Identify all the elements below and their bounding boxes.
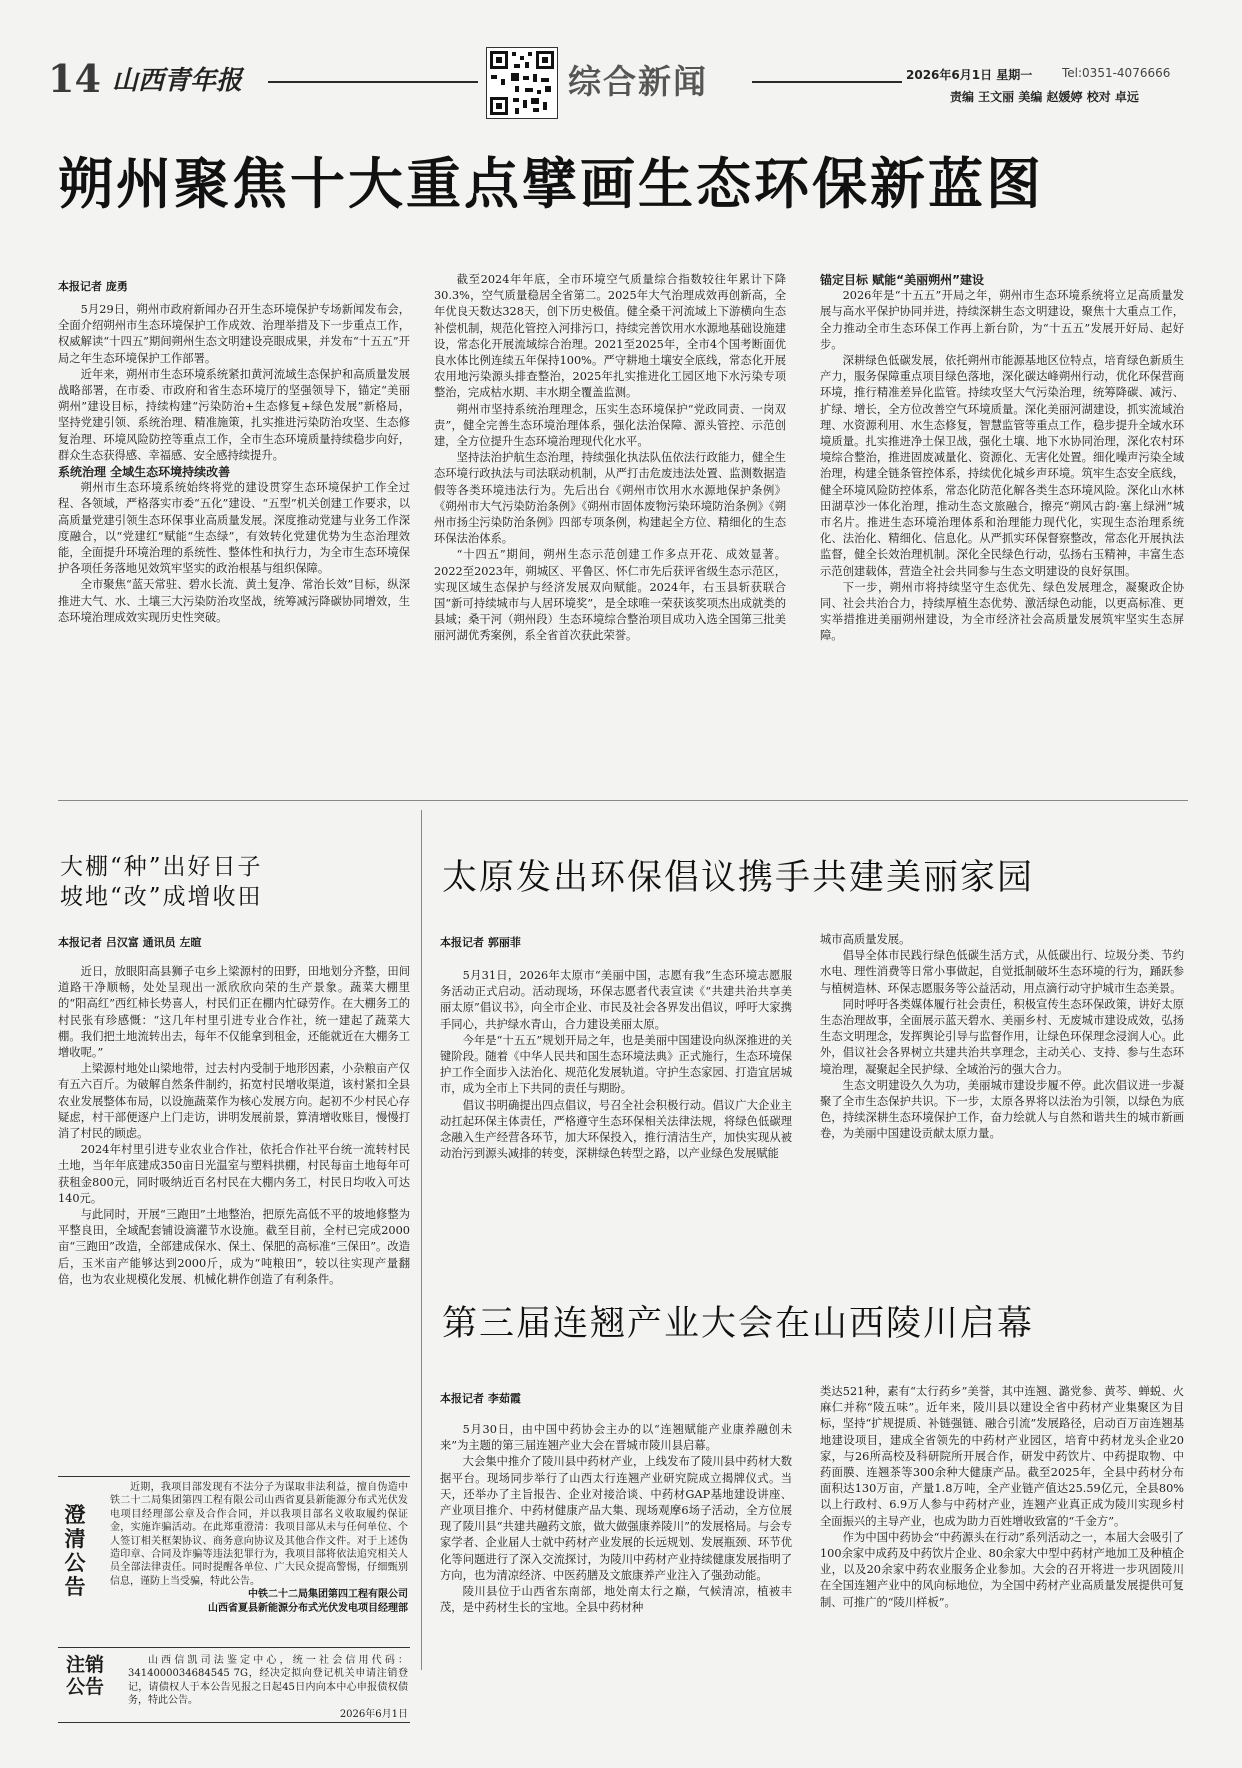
subheading: 系统治理 全域生态环境持续改善 bbox=[58, 465, 231, 480]
headline-left-line1: 大棚“种”出好日子 bbox=[60, 854, 263, 880]
notice-signer: 中铁二十二局集团第四工程有限公司 bbox=[248, 1589, 408, 1601]
article-column: 5月30日，由中国中药协会主办的以“连翘赋能产业康养融创未来”为主题的第三届连翘产业大会在晋城市陵川县启幕。 大会集中推介了陵川县中药材产业，上线发布了陵川县中药材大数据平台。现场同步举行了山西太行连翘产业研究院成立揭牌仪式。当天，还举办了主旨报告、企业对接洽谈、中药材GAP基地建设讲座、产业项目推介、中药材健康产品大集、现场观摩6场子活动，全方位展现了陵川县“共建共融药文旅，做大做强康养陵川”的发展格局。与会专家学者、企业届人士就中药材产业发展的长远规划、发展瓶颈、环节优化等问题进行了深入交流探讨，为陵川中药材产业持续健康发展指明了方向，也为清凉经济、中医药膳及文旅康养产业注入了强劲动能。 陵川县位于山西省东南部，地处南太行之巅，气候清凉，植被丰茂，是中药材生长的宝地。全县中药材种 bbox=[440, 1423, 792, 1615]
qr-code[interactable] bbox=[486, 47, 558, 119]
article-column: 锚定目标 赋能“美丽朔州”建设 2026年是“十五五”开局之年，朔州市生态环境系统将立足高质量发展与高水平保护协同并进，持续深耕生态文明建设，聚焦十大重点工作，全力推动全市生态环保工作再上新台阶，为“十五五”发展开好局、起好步。 深耕绿色低碳发展，依托朔州市能源基地区位特点，培育绿色新质生产力，服务保障重点项目绿色落地，深化碳达峰朔州行动，优化环保营商环境，推行精准差异化监管。持续攻坚大气污染治理，统筹降碳、减污、扩绿、增长，全方位改善空气环境质量。深化美丽河湖建设，抓实流域治理、水资源利用、水生态修复，智慧监管等重点工作，稳步提升全域水环境质量。扎实推进净土保卫战，强化土壤、地下水协同治理，深化农村环境综合整治，推进固废减量化、资源化、无害化处置。细化噪声污染全域治理，构建全链条管控体系，持续优化城乡声环境。筑牢生态安全底线，健全环境风险防控体系，常态化防范化解各类生态环境风险。深化山水林田湖草沙一体化治理，推动生态文旅融合，擦亮“朔风古韵·塞上绿洲”城市名片。推进生态环境治理体系和治理能力现代化，实现生态治理系统化、法治化、精细化、信息化。从严抓实环保督察整改，常态化开展执法监督，健全长效治理机制。深化全民绿色行动，弘扬右玉精神，丰富生态示范创建载体，营造全社会共同参与生态文明建设的良好氛围。 下一步，朔州市将持续坚守生态优先、绿色发展理念，凝聚政企协同、社会共治合力，持续厚植生态优势、激活绿色动能，以更高标准、更实举措推进美丽朔州建设，为全市经济社会高质量发展筑牢坚实生态屏障。 bbox=[820, 273, 1184, 643]
headline-article3: 太原发出环保倡议携手共建美丽家园 bbox=[442, 858, 1035, 898]
article-column: 5月31日，2026年太原市“美丽中国，志愿有我”生态环境志愿服务活动正式启动。活动现场，环保志愿者代表宣读《“共建共治共享美丽太原”倡议书》，向全市企业、市民及社会各界发出倡议，呼吁大家携手同心，共护绿水青山，合力建设美丽太原。 今年是“十五五”规划开局之年，也是美丽中国建设向纵深推进的关键阶段。随着《中华人民共和国生态环境法典》正式施行，生态环境保护工作全面步入法治化、规范化发展轨道。守护生态家园、打造宜居城市，成为全市上下共同的责任与期盼。 倡议书明确提出四点倡议，号召全社会积极行动。倡议广大企业主动扛起环保主体责任，严格遵守生态环保相关法律法规，将绿色低碳理念融入生产经营各环节，加大环保投入，推行清洁生产，加快实现从被动治污到源头减排的转变，深耕绿色转型之路，以产业绿色发展赋能 bbox=[440, 969, 792, 1161]
headline-left-line2: 坡地“改”成增收田 bbox=[60, 884, 263, 910]
article-column: 城市高质量发展。 倡导全体市民践行绿色低碳生活方式，从低碳出行、垃圾分类、节约水电、理性消费等日常小事做起，自觉抵制破坏生态环境的行为，踊跃参与植树造林、环保志愿服务等公益活动，用点滴行动守护城市生态美景。 同时呼吁各类媒体履行社会责任，积极宣传生态环保政策，讲好太原生态治理故事，全面展示蓝天碧水、美丽乡村、无废城市建设成效，弘扬生态文明理念，发挥舆论引导与监督作用，让绿色环保理念浸润人心。此外，倡议社会各界树立共建共治共享理念，主动关心、支持、参与生态环境治理，凝聚起全民护绿、全域治污的强大合力。 生态文明建设久久为功，美丽城市建设步履不停。此次倡议进一步凝聚了全市生态保护共识。下一步，太原各界将以法治为引领，以绿色为底色，持续深耕生态环境保护工作，奋力绘就人与自然和谐共生的城市新画卷，为美丽中国建设贡献太原力量。 bbox=[820, 933, 1184, 1141]
masthead-rule-right bbox=[752, 81, 902, 83]
headline-main: 朔州聚焦十大重点擘画生态环保新蓝图 bbox=[58, 152, 1045, 216]
article-column: 5月29日，朔州市政府新闻办召开生态环境保护专场新闻发布会，全面介绍朔州市生态环境保护工作成效、治理举措及下一步重点工作，权威解读“十四五”期间朔州生态文明建设亮眼成果，并发布“十五五”开局之年生态环境保护工作部署。 近年来，朔州市生态环境系统紧扣黄河流域生态保护和高质量发展战略部署，在市委、市政府和省生态环境厅的坚强领导下，锚定“美丽朔州”建设目标，持续构建“污染防治+生态修复+绿色发展”新格局，坚持党建引领、系统治理、精准施策，扎实推进污染防治攻坚、生态修复治理、环境风险防控等重点工作，全市生态环境质量持续稳步向好，群众生态获得感、幸福感、安全感持续提升。 系统治理 全域生态环境持续改善 朔州市生态环境系统始终将党的建设贯穿生态环境保护工作全过程、各领域，严格落实市委“五化”建设、“五型”机关创建工作要求，以高质量党建引领生态环保事业高质量发展。深度推动党建与业务工作深度融合，以“党建红”赋能“生态绿”，有效转化党建优势为生态治理效能，全面提升环境治理的系统性、整体性和执行力，为全市生态环境保护各项任务落地见效筑牢坚实的政治根基与组织保障。 全市聚焦“蓝天常驻、碧水长流、黄土复净、常治长效”目标，纵深推进大气、水、土壤三大污染防治攻坚战，统筹减污降碳协同增效，生态环境治理成效实现历史性突破。 bbox=[58, 303, 410, 624]
column-divider bbox=[421, 810, 422, 1670]
clarification-notice bbox=[58, 1476, 410, 1648]
masthead bbox=[0, 0, 1242, 120]
headline-article4: 第三届连翘产业大会在山西陵川启幕 bbox=[442, 1304, 1035, 1344]
issue-date: 2026年6月1日 星期一 bbox=[906, 68, 1033, 82]
contact-tel: Tel:0351-4076666 bbox=[1062, 66, 1171, 80]
subheading: 锚定目标 赋能“美丽朔州”建设 bbox=[820, 273, 984, 287]
byline: 本报记者 李茹霞 bbox=[440, 1392, 521, 1405]
article-column: 截至2024年年底，全市环境空气质量综合指数较往年累计下降30.3%，空气质量稳居全省第二。2025年大气治理成效再创新高，全年优良天数达328天，创下历史极值。健全桑干河流域上下游横向生态补偿机制，规范化管控入河排污口，持续完善饮用水水源地基础设施建设，常态化开展流域综合治理。2021至2025年，全市4个国考断面优良水体比例连续五年保持100%。严守耕地土壤安全底线，常态化开展农用地污染源头排查整治，2025年扎实推进化工园区地下水污染专项整治，完成枯水期、丰水期全覆盖监测。 朔州市坚持系统治理理念，压实生态环境保护“党政同责、一岗双责”，健全完善生态环境治理体系，强化法治保障、源头管控、示范创建，全方位提升生态环境治理现代化水平。 坚持法治护航生态治理，持续强化执法队伍依法行政能力，健全生态环境行政执法与司法联动机制，从严打击危废违法处置、监测数据造假等各类环境违法行为。先后出台《朔州市饮用水水源地保护条例》《朔州市大气污染防治条例》《朔州市固体废物污染环境防治条例》《朔州市扬尘污染防治条例》四部专项条例，构建起全方位、精细化的生态环保法治体系。 “十四五”期间，朔州生态示范创建工作多点开花、成效显著。2022至2023年，朔城区、平鲁区、怀仁市先后获评省级生态示范区，实现区域生态保护与经济发展双向赋能。2024年，右玉县斩获联合国“新可持续城市与人居环境奖”，是全球唯一荣获该奖项杰出成就类的县域；桑干河（朔州段）生态环境综合整治项目成功入选全国第三批美丽河湖优秀案例，系全省首次获此荣誉。 bbox=[434, 273, 786, 643]
section-divider bbox=[58, 800, 1188, 801]
byline: 本报记者 庞勇 bbox=[58, 280, 128, 293]
article-column: 类达521种，素有“太行药乡”美誉，其中连翘、潞党参、黄芩、蝉蜕、火麻仁并称“陵五味”。近年来，陵川县以建设全省中药材产业集聚区为目标，坚持“扩规提质、补链强链、融合引流”发展路径，启动百万亩连翘基地建设项目，建成全省领先的中药材产业园区，培育中药材龙头企业20家，与26所高校及科研院所开展合作，研发中药饮片、中药提取物、中药面膜、连翘茶等300余种大健康产品。截至2025年，全县中药材分布面积达130万亩，产量1.8万吨，全产业链产值达25.59亿元，全县80%以上行政村、6.9万人参与中药材产业，连翘产业真正成为陵川实现乡村全面振兴的主导产业，也成为助力百姓增收致富的“千金方”。 作为中国中药协会“中药源头在行动”系列活动之一，本届大会吸引了100余家中成药及中药饮片企业、80余家大中型中药材产地加工及种植企业，以及20余家中药农业服务企业参加。大会的召开将进一步巩固陵川在全国连翘产业中的风向标地位，为全国中药材产业高质量发展提供可复制、可推广的“陵川样板”。 bbox=[820, 1385, 1184, 1609]
page-number: 14 bbox=[48, 56, 101, 101]
deregistration-notice bbox=[58, 1652, 410, 1723]
section-title: 综合新闻 bbox=[568, 62, 708, 101]
notice-date: 2026年6月1日 bbox=[339, 1708, 408, 1720]
byline: 本报记者 郭丽菲 bbox=[440, 936, 521, 949]
editor-credits: 责编 王文丽 美编 赵媛婷 校对 卓远 bbox=[950, 90, 1139, 104]
article-column: 近日，放眼阳高县狮子屯乡上梁源村的田野，田地划分齐整，田间道路干净顺畅，处处呈现出一派欣欣向荣的生产景象。蔬菜大棚里的“阳高红”西红柿长势喜人，村民们正在棚内忙碌劳作。在大棚务工的村民张有珍感慨：“这几年村里引进专业合作社，统一建起了蔬菜大棚。我们把土地流转出去，每年不仅能拿到租金，还能就近在大棚务工增收呢。” 上梁源村地处山梁地带，过去村内受制于地形因素，小杂粮亩产仅有五六百斤。为破解自然条件制约，拓宽村民增收渠道，该村紧扣全县农业发展整体布局，以设施蔬菜作为核心发展方向。起初不少村民心存疑虑，村干部便逐户上门走访，讲明发展前景，算清增收账目，慢慢打消了村民的顾虑。 2024年村里引进专业农业合作社，依托合作社平台统一流转村民土地，当年年底建成350亩日光温室与塑料拱棚，村民每亩土地每年可获租金800元，同时吸纳近百名村民在大棚内务工，村民日均收入可达140元。 与此同时，开展“三跑田”土地整治，把原先高低不平的坡地修整为平整良田，全域配套铺设滴灌节水设施。截至目前，全村已完成2000亩“三跑田”改造，全部建成保水、保土、保肥的高标准“三保田”。改造后，玉米亩产能够达到2000斤，成为“吨粮田”，较以往实现产量翻倍，也为农业规模化发展、机械化耕作创造了有利条件。 bbox=[58, 965, 410, 1286]
masthead-rule-left bbox=[268, 81, 478, 83]
notice-label: 注销公告 bbox=[65, 1654, 104, 1698]
notice-label: 澄清公告 bbox=[64, 1503, 86, 1599]
notice-body: 近期，我项目部发现有不法分子为谋取非法利益，擅自伪造中铁二十二局集团第四工程有限公司山西省夏县新能源分布式光伏发电项目经理部公章及合作合同，并以我项目部名义收取履约保证金，实施诈骗活动。在此郑重澄清：我项目部从未与任何单位、个人签订相关框架协议、商务意向协议及其他合作文件。对于上述伪造印章、合同及诈骗等违法犯罪行为，我项目部将依法追究相关人员全部法律责任。同时提醒各单位、广大民众提高警惕，仔细甄别信息，谨防上当受骗，特此公告。 中铁二十二局集团第四工程有限公司 山西省夏县新能源分布式光伏发电项目经理部 bbox=[110, 1482, 408, 1614]
newspaper-logo: 山西青年报 bbox=[112, 66, 243, 96]
notice-body: 山西信凯司法鉴定中心，统一社会信用代码：3414000034684545 7G，经决定拟向登记机关申请注销登记，请债权人于本公告见报之日起45日内向本中心申报债权债务，特此公告。 2026年6月1日 bbox=[128, 1655, 408, 1720]
byline: 本报记者 吕汉富 通讯员 左暄 bbox=[58, 936, 202, 949]
notice-signer: 山西省夏县新能源分布式光伏发电项目经理部 bbox=[208, 1602, 408, 1614]
